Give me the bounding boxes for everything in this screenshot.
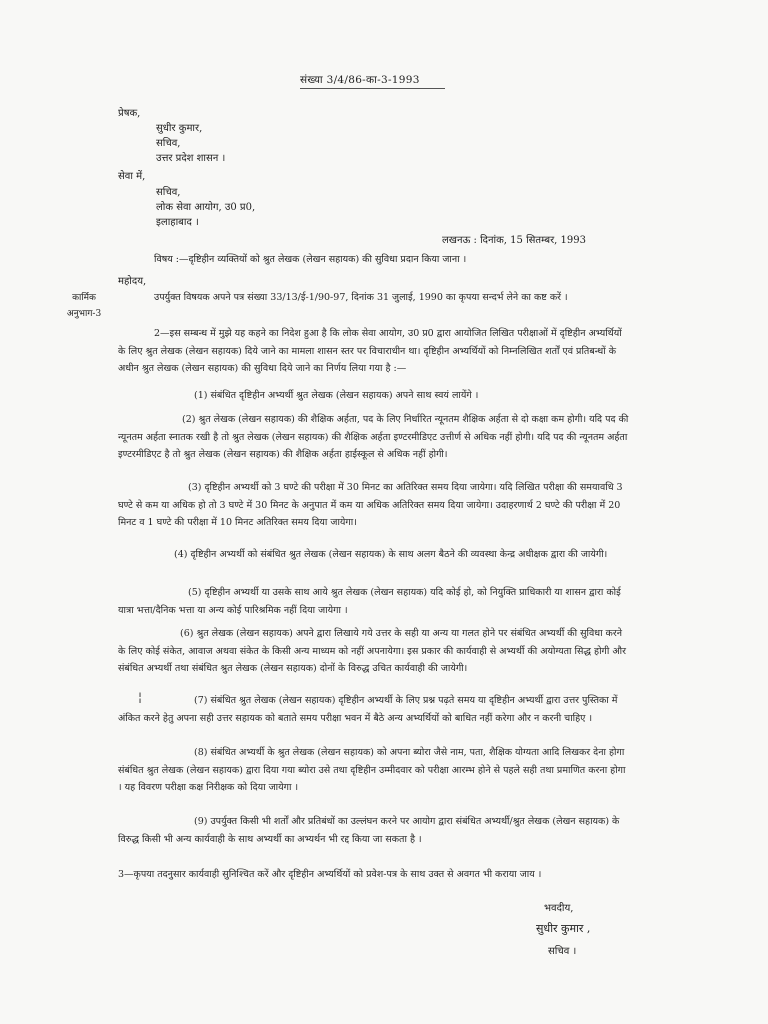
condition-item-1: (1) संबंधित दृष्टिहीन अभ्यर्थी श्रुत लेखक (लेखन सहायक) अपने साथ स्वयं लायेंगे । [194, 390, 479, 401]
margin-note-line2: अनुभाग-3 [66, 309, 102, 319]
paragraph-2: 2—इस सम्बन्ध में मुझे यह कहने का निदेश हुआ है कि लोक सेवा आयोग, उ0 प्र0 द्वारा आयोजित लिखित परीक्षाओं में दृष्टिहीन अभ्यर्थियों के लिए श्रुत लेखक (लेखन सहायक) दिये जाने का मामला शासन स्तर पर विचाराधीन था। दृष्टिहीन अभ्यर्थियों को निम्नलिखित शर्तों एवं प्रतिबन्धों के अधीन श्रुत लेखक (लेखन सहायक) की सुविधा दिये जाने का निर्णय लिया गया है :— [118, 328, 622, 374]
paragraph-3: 3—कृपया तदनुसार कार्यवाही सुनिश्चित करें और दृष्टिहीन अभ्यर्थियों को प्रवेश-पत्र के साथ उक्त से अवगत भी कराया जाय । [118, 869, 542, 880]
condition-item-8: (8) संबंधित अभ्यर्थी के श्रुत लेखक (लेखन सहायक) को अपना ब्योरा जैसे नाम, पता, शैक्षिक योग्यता आदि लिखकर देना होगा संबंधित श्रुत लेखक (लेखन सहायक) द्वारा दिया गया ब्योरा उसे तथा दृष्टिहीन उम्मीदवार को परीक्षा आरम्भ होने से पहले सही तथा प्रमाणित करना होगा । यह विवरण परीक्षा कक्ष निरीक्षक को दिया जायेगा । [118, 747, 626, 793]
condition-item-4: (4) दृष्टिहीन अभ्यर्थी को संबंधित श्रुत लेखक (लेखन सहायक) के साथ अलग बैठने की व्यवस्था केन्द्र अधीक्षक द्वारा की जायेगी। [174, 549, 608, 560]
paragraph-1: उपर्युक्त विषयक अपने पत्र संख्या 33/13/ई-1/90-97, दिनांक 31 जुलाई, 1990 का कृपया सन्दर्भ लेने का कष्ट करें । [154, 292, 568, 303]
subject-line: विषय :—दृष्टिहीन व्यक्तियों को श्रुत लेखक (लेखन सहायक) की सुविधा प्रदान किया जाना । [154, 254, 467, 265]
place-date: लखनऊ : दिनांक, 15 सितम्बर, 1993 [442, 235, 586, 246]
signatory-title: सचिव । [548, 946, 577, 957]
to-label: सेवा में, [118, 171, 146, 182]
signatory-name: सुधीर कुमार , [536, 922, 591, 935]
condition-item-9: (9) उपर्युक्त किसी भी शर्तों और प्रतिबंधों का उल्लंघन करने पर आयोग द्वारा संबंधित अभ्यर्थी/श्रुत लेखक (लेखन सहायक) के विरुद्ध किसी भी अन्य कार्यवाही के साथ अभ्यर्थी का अभ्यर्थन भी रद्द किया जा सकता है । [118, 816, 620, 845]
from-title: सचिव, [156, 138, 181, 149]
reference-number: संख्या 3/4/86-का-3-1993 [300, 74, 420, 86]
to-organization: लोक सेवा आयोग, उ0 प्र0, [156, 202, 256, 213]
from-organization: उत्तर प्रदेश शासन । [156, 153, 226, 164]
condition-item-6: (6) श्रुत लेखक (लेखन सहायक) अपने द्वारा लिखाये गये उत्तर के सही या अन्य या गलत होने पर संबंधित अभ्यर्थी की सुविधा करने के लिए कोई संकेत, आवाज अथवा संकेत के किसी अन्य माध्यम को नहीं अपनायेगा। इस प्रकार की कार्यवाही से अभ्यर्थी की अयोग्यता सिद्ध होगी और संबंधित अभ्यर्थी तथा संबंधित श्रुत लेखक (लेखन सहायक) दोनों के विरुद्ध उचित कार्यवाही की जायेगी। [118, 628, 626, 674]
reference-underline [300, 88, 445, 89]
condition-item-5: (5) दृष्टिहीन अभ्यर्थी या उसके साथ आये श्रुत लेखक (लेखन सहायक) यदि कोई हो, को नियुक्ति प्राधिकारी या शासन द्वारा कोई यात्रा भत्ता/दैनिक भत्ता या अन्य कोई पारिश्रमिक नहीं दिया जायेगा । [118, 587, 621, 616]
condition-item-2: (2) श्रुत लेखक (लेखन सहायक) की शैक्षिक अर्हता, पद के लिए निर्धारित न्यूनतम शैक्षिक अर्हता से दो कक्षा कम होगी। यदि पद की न्यूनतम अर्हता स्नातक रखी है तो श्रुत लेखक (लेखन सहायक) की शैक्षिक अर्हता इण्टरमीडिएट उत्तीर्ण से अधिक नहीं होगी। यदि पद की न्यूनतम अर्हता इण्टरमीडिएट है तो श्रुत लेखक (लेखन सहायक) की शैक्षिक अर्हता हाईस्कूल से अधिक नहीं होगी। [118, 414, 629, 460]
margin-mark: ¦ [138, 690, 143, 704]
margin-note-line1: कार्मिक [72, 293, 96, 303]
to-city: इलाहाबाद । [156, 217, 199, 228]
condition-item-3: (3) दृष्टिहीन अभ्यर्थी को 3 घण्टे की परीक्षा में 30 मिनट का अतिरिक्त समय दिया जायेगा। यदि लिखित परीक्षा की समयावधि 3 घण्टे से कम या अधिक हो तो 3 घण्टे में 30 मिनट के अनुपात में कम या अधिक अतिरिक्त समय दिया जायेगा। उदाहरणार्थ 2 घण्टे की परीक्षा में 20 मिनट व 1 घण्टे की परीक्षा में 10 मिनट अतिरिक्त समय दिया जायेगा। [118, 482, 623, 528]
salutation: महोदय, [118, 276, 147, 287]
from-label: प्रेषक, [118, 108, 141, 119]
margin-note [54, 290, 114, 322]
to-title: सचिव, [156, 187, 181, 198]
from-name: सुधीर कुमार, [156, 123, 203, 134]
condition-item-7: (7) संबंधित श्रुत लेखक (लेखन सहायक) दृष्टिहीन अभ्यर्थी के लिए प्रश्न पढ़ते समय या दृष्टिहीन अभ्यर्थी द्वारा उत्तर पुस्तिका में अंकित करने हेतु अपना सही उत्तर सहायक को बताते समय परीक्षा भवन में बैठे अन्य अभ्यर्थियों को बाधित नहीं करेगा और न करनी चाहिए । [118, 695, 618, 724]
closing: भवदीय, [544, 903, 574, 914]
